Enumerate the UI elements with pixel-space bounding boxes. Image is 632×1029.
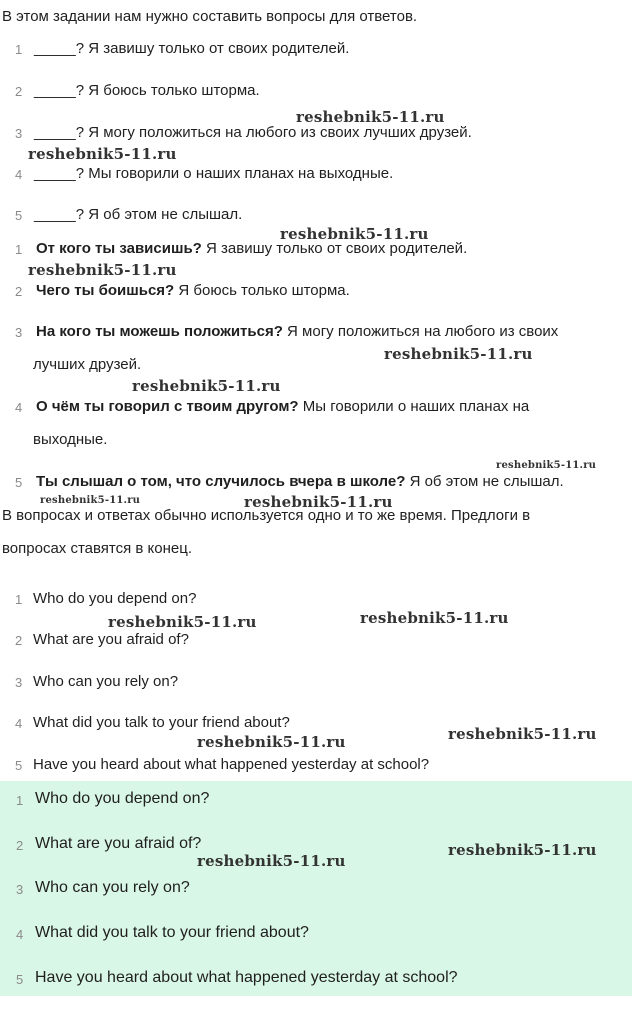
watermark: reshebnik5-11.ru	[384, 345, 533, 363]
item-number: 5	[15, 475, 23, 490]
item-number: 5	[15, 758, 23, 773]
question-bold: Ты слышал о том, что случилось вчера в школе?	[36, 473, 406, 490]
watermark: reshebnik5-11.ru	[40, 495, 141, 506]
english-text: What are you afraid of?	[33, 631, 189, 648]
note-line-2: вопросах ставятся в конец.	[2, 540, 193, 557]
english-text: Who can you rely on?	[33, 673, 179, 690]
final-answer-text: Who do you depend on?	[35, 790, 210, 807]
item-number: 3	[15, 675, 23, 690]
english-text: Who do you depend on?	[33, 590, 197, 607]
task-text: _____? Я завишу только от своих родителей.	[34, 40, 350, 57]
item-number: 1	[15, 42, 23, 57]
question-bold: От кого ты зависишь?	[36, 240, 202, 257]
intro-text: В этом задании нам нужно составить вопросы для ответов.	[2, 8, 418, 25]
question-bold: Чего ты боишься?	[36, 282, 175, 299]
item-number: 4	[16, 927, 24, 942]
final-answer-text: Have you heard about what happened yesterday at school?	[35, 969, 458, 986]
item-number: 3	[16, 882, 24, 897]
watermark: reshebnik5-11.ru	[296, 108, 445, 126]
answer-text: Я боюсь только шторма.	[174, 282, 350, 299]
item-number: 4	[15, 400, 23, 415]
task-text: _____? Я боюсь только шторма.	[34, 82, 260, 99]
answer-text: Я завишу только от своих родителей.	[201, 240, 468, 257]
question-bold: На кого ты можешь положиться?	[36, 323, 283, 340]
answer-continuation: выходные.	[33, 431, 108, 448]
watermark: reshebnik5-11.ru	[280, 225, 429, 243]
task-text: _____? Мы говорили о наших планах на выходные.	[34, 165, 394, 182]
note-line-1: В вопросах и ответах обычно используется одно и то же время. Предлоги в	[2, 507, 531, 524]
watermark: reshebnik5-11.ru	[28, 261, 177, 279]
answer-text: Я могу положиться на любого из своих	[282, 323, 559, 340]
item-number: 4	[15, 716, 23, 731]
item-number: 1	[15, 242, 23, 257]
watermark: reshebnik5-11.ru	[448, 841, 597, 859]
item-number: 1	[16, 793, 24, 808]
item-number: 5	[16, 972, 24, 987]
item-number: 2	[15, 84, 23, 99]
item-number: 4	[15, 167, 23, 182]
watermark: reshebnik5-11.ru	[197, 733, 346, 751]
watermark: reshebnik5-11.ru	[360, 609, 509, 627]
final-answer-text: Who can you rely on?	[35, 879, 190, 896]
final-answer-text: What did you talk to your friend about?	[35, 924, 309, 941]
final-answer-text: What are you afraid of?	[35, 835, 202, 852]
item-number: 3	[15, 126, 23, 141]
english-text: Have you heard about what happened yesterday at school?	[33, 756, 430, 773]
answer-text: Мы говорили о наших планах на	[298, 398, 530, 415]
answer-line	[36, 282, 350, 299]
watermark: reshebnik5-11.ru	[496, 460, 597, 471]
answer-text: Я об этом не слышал.	[405, 473, 564, 490]
item-number: 2	[16, 838, 24, 853]
item-number: 5	[15, 208, 23, 223]
answer-continuation: лучших друзей.	[33, 356, 142, 373]
task-text: _____? Я могу положиться на любого из своих лучших друзей.	[34, 124, 472, 141]
item-number: 2	[15, 284, 23, 299]
item-number: 2	[15, 633, 23, 648]
watermark: reshebnik5-11.ru	[197, 852, 346, 870]
task-text: _____? Я об этом не слышал.	[34, 206, 243, 223]
watermark: reshebnik5-11.ru	[132, 377, 281, 395]
question-bold: О чём ты говорил с твоим другом?	[36, 398, 299, 415]
item-number: 3	[15, 325, 23, 340]
watermark: reshebnik5-11.ru	[28, 145, 177, 163]
watermark: reshebnik5-11.ru	[244, 493, 393, 511]
english-text: What did you talk to your friend about?	[33, 714, 290, 731]
answer-line	[36, 473, 564, 490]
watermark: reshebnik5-11.ru	[108, 613, 257, 631]
item-number: 1	[15, 592, 23, 607]
watermark: reshebnik5-11.ru	[448, 725, 597, 743]
answer-line	[36, 323, 558, 340]
answer-line	[36, 398, 529, 415]
